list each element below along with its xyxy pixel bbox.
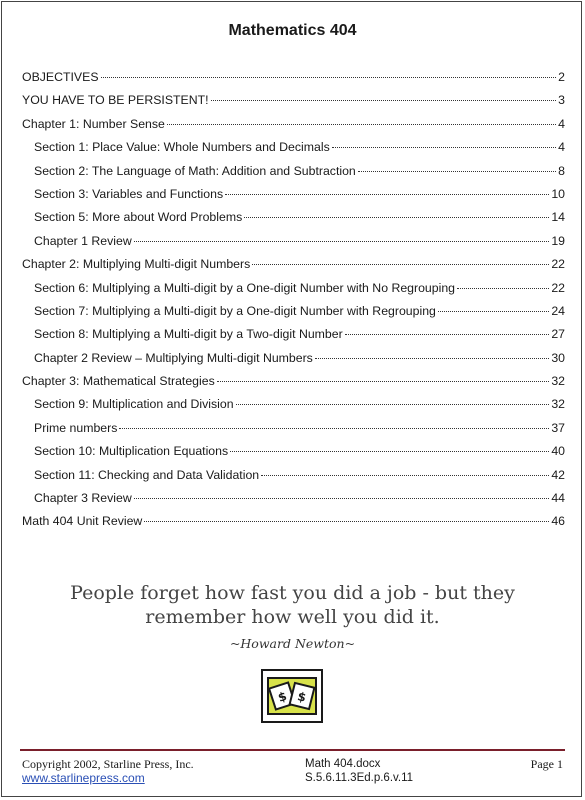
toc-entry-page: 42 [551, 467, 565, 482]
toc-entry[interactable] [22, 113, 565, 136]
toc-dot-leader [457, 288, 549, 289]
toc-dot-leader [134, 498, 550, 499]
quote [0, 581, 585, 629]
toc-entry-label: Chapter 1 Review [34, 233, 132, 248]
toc-dot-leader [230, 451, 549, 452]
toc-entry-label: Section 1: Place Value: Whole Numbers and Decimals [34, 140, 330, 155]
toc-entry-label: Section 11: Checking and Data Validation [34, 467, 260, 482]
toc-entry[interactable] [22, 510, 565, 533]
footer-left [22, 757, 194, 785]
toc-entry[interactable] [22, 277, 565, 300]
footer-version: S.5.6.11.3Ed.p.6.v.11 [305, 772, 414, 784]
toc-entry-label: Section 3: Variables and Functions [34, 186, 224, 201]
document-title: Mathematics 404 [228, 22, 357, 39]
toc-entry[interactable] [22, 66, 565, 89]
toc-dot-leader [225, 194, 549, 195]
toc-dot-leader [252, 264, 549, 265]
toc-entry-page: 22 [551, 257, 565, 272]
svg-text:$: $ [296, 689, 308, 705]
footer-rule [20, 749, 565, 751]
toc-dot-leader [144, 521, 549, 522]
footer-filename: Math 404.docx [305, 758, 381, 770]
toc-entry[interactable] [22, 347, 565, 370]
toc-entry-label: Section 2: The Language of Math: Addition and Subtraction [34, 163, 356, 178]
toc-entry-label: Section 9: Multiplication and Division [34, 397, 234, 412]
toc-dot-leader [119, 428, 549, 429]
toc-entry-label: Chapter 1: Number Sense [22, 116, 165, 131]
toc-entry[interactable] [22, 230, 565, 253]
footer-copyright: Copyright 2002, Starline Press, Inc. [22, 757, 194, 771]
toc-entry[interactable] [22, 417, 565, 440]
toc-entry-label: Section 10: Multiplication Equations [34, 444, 229, 459]
quote-line-1: People forget how fast you did a job - but they [70, 582, 515, 604]
toc-entry-page: 14 [551, 210, 565, 225]
toc-entry-page: 30 [551, 350, 565, 365]
toc-entry-page: 24 [551, 303, 565, 318]
toc-dot-leader [332, 147, 556, 148]
toc-entry[interactable] [22, 370, 565, 393]
toc-entry-label: Section 8: Multiplying a Multi-digit by a Two-digit Number [34, 327, 343, 342]
toc-entry-label: Section 5: More about Word Problems [34, 210, 243, 225]
toc-entry-label: Section 6: Multiplying a Multi-digit by a One-digit Number with No Regrouping [34, 280, 456, 295]
toc-entry[interactable] [22, 136, 565, 159]
toc-entry[interactable] [22, 440, 565, 463]
toc-dot-leader [217, 381, 550, 382]
svg-text:$: $ [276, 689, 289, 705]
toc-entry-page: 2 [558, 70, 565, 84]
toc-entry-label: OBJECTIVES [22, 70, 99, 84]
toc-entry[interactable] [22, 487, 565, 510]
toc-entry-page: 37 [551, 420, 565, 435]
toc-entry-page: 40 [551, 444, 565, 459]
toc-entry[interactable] [22, 183, 565, 206]
toc-dot-leader [167, 124, 556, 125]
money-icon [260, 668, 324, 724]
toc-entry-label: Chapter 3 Review [34, 491, 132, 506]
toc-dot-leader [134, 241, 550, 242]
toc-entry[interactable] [22, 206, 565, 229]
toc-entry[interactable] [22, 393, 565, 416]
toc-entry-page: 8 [558, 163, 565, 178]
toc-entry-page: 22 [551, 280, 565, 295]
toc-entry-label: Prime numbers [34, 420, 118, 435]
toc-entry-label: Chapter 3: Mathematical Strategies [22, 374, 215, 389]
toc-dot-leader [101, 77, 557, 78]
toc-entry-page: 3 [558, 93, 565, 108]
quote-line-2: remember how well you did it. [145, 606, 440, 628]
toc-entry-page: 19 [551, 233, 565, 248]
toc-entry[interactable] [22, 160, 565, 183]
footer-page-number: Page 1 [530, 757, 563, 771]
toc-dot-leader [261, 475, 549, 476]
toc-entry-label: YOU HAVE TO BE PERSISTENT! [22, 93, 209, 108]
toc-entry[interactable] [22, 253, 565, 276]
toc-entry-page: 32 [551, 374, 565, 389]
toc-dot-leader [211, 100, 557, 101]
footer-right [531, 757, 563, 771]
footer-website-link[interactable]: www.starlinepress.com [22, 771, 145, 785]
toc-dot-leader [358, 171, 556, 172]
toc-entry[interactable] [22, 323, 565, 346]
footer-middle [305, 757, 413, 785]
toc-dot-leader [438, 311, 549, 312]
toc-entry-page: 32 [551, 397, 565, 412]
toc-entry-page: 4 [558, 140, 565, 155]
quote-author: ~Howard Newton~ [229, 636, 356, 651]
table-of-contents [22, 66, 565, 534]
toc-entry-label: Section 7: Multiplying a Multi-digit by a One-digit Number with Regrouping [34, 303, 436, 318]
toc-entry[interactable] [22, 300, 565, 323]
toc-entry-page: 10 [551, 186, 565, 201]
toc-entry-label: Chapter 2: Multiplying Multi-digit Numbers [22, 257, 251, 272]
toc-entry-page: 44 [551, 491, 565, 506]
toc-dot-leader [345, 334, 550, 335]
toc-dot-leader [244, 217, 549, 218]
toc-entry-label: Chapter 2 Review – Multiplying Multi-digit Numbers [34, 350, 313, 365]
toc-entry[interactable] [22, 89, 565, 112]
toc-entry[interactable] [22, 464, 565, 487]
toc-entry-page: 27 [551, 327, 565, 342]
toc-entry-page: 46 [551, 514, 565, 529]
toc-dot-leader [236, 404, 550, 405]
toc-dot-leader [315, 358, 549, 359]
toc-entry-page: 4 [558, 116, 565, 131]
toc-entry-label: Math 404 Unit Review [22, 514, 143, 529]
